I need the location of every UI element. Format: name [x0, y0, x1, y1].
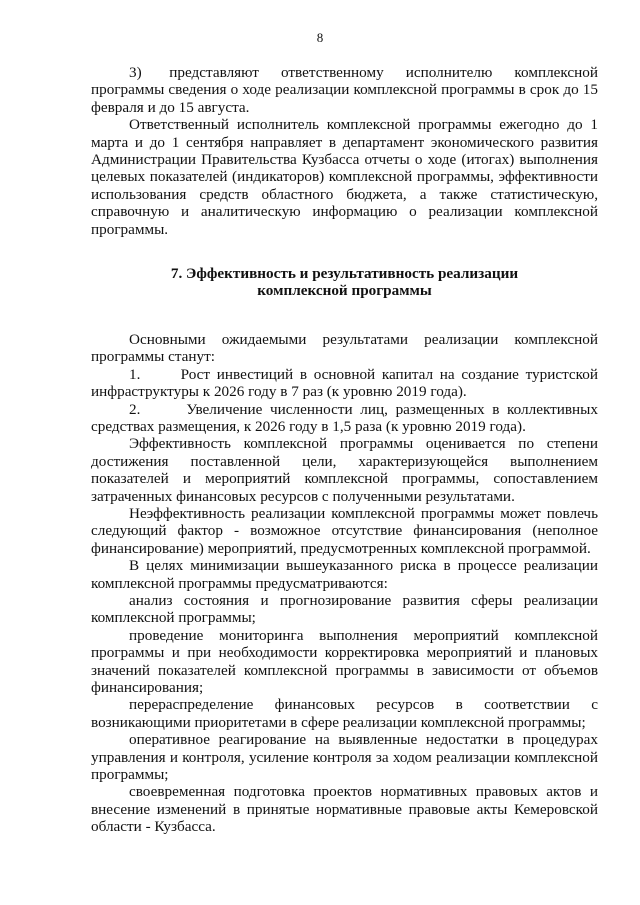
section-title-line-1: 7. Эффективность и результативность реализации	[170, 265, 519, 283]
paragraph-inefficiency-risk: Неэффективность реализации комплексной программы может повлечь следующий фактор - возможное отсутствие финансирования (неполное финансирование) мероприятий, предусмотренных комплексной программой.	[91, 504, 598, 557]
paragraph-reporting-deadline: 3) представляют ответственному исполнителю комплексной программы сведения о ходе реализации комплексной программы в срок до 15 февраля и до 15 августа.	[91, 64, 598, 116]
paragraph-expected-results: Основными ожидаемыми результатами реализации комплексной программы станут:	[91, 330, 598, 366]
measure-analysis: анализ состояния и прогнозирование развития сферы реализации комплексной программы;	[91, 591, 598, 627]
list-item-accommodation-growth: 2. Увеличение численности лиц, размещенных в коллективных средствах размещения, к 2026 году в 1,5 раза (к уровню 2019 года).	[91, 400, 598, 435]
section-title	[91, 265, 598, 300]
measure-redistribution: перераспределение финансовых ресурсов в соответствии с возникающими приоритетами в сфере реализации комплексной программы;	[91, 696, 598, 731]
paragraph-efficiency-assessment: Эффективность комплексной программы оценивается по степени достижения поставленной цели, характеризующейся выполнением показателей и мероприятий комплексной программы, сопоставлением затраченных финансовых ресурсов с полученными результатами.	[91, 435, 598, 505]
measure-monitoring: проведение мониторинга выполнения мероприятий комплексной программы и при необходимости корректировка мероприятий и плановых значений показателей комплексной программы в зависимости от объемов финансирования;	[91, 626, 598, 696]
section-title-line-2: комплексной программы	[257, 282, 432, 300]
page-number: 8	[316, 30, 324, 45]
paragraph-risk-minimization: В целях минимизации вышеуказанного риска в процессе реализации комплексной программы предусматриваются:	[91, 557, 598, 592]
measure-regulatory-acts: своевременная подготовка проектов нормативных правовых актов и внесение изменений в принятые нормативные правовые акты Кемеровской области - Кузбасса.	[91, 783, 598, 836]
measure-operational-response: оперативное реагирование на выявленные недостатки в процедурах управления и контроля, усиление контроля за ходом реализации комплексной программы;	[91, 731, 598, 784]
paragraph-annual-reports: Ответственный исполнитель комплексной программы ежегодно до 1 марта и до 1 сентября направляет в департамент экономического развития Администрации Правительства Кузбасса отчеты о ходе (итогах) выполнения целевых показателей (индикаторов) комплексной программы, эффективности использования средств областного бюджета, а также статистическую, справочную и аналитическую информацию о реализации комплексной программы.	[91, 116, 598, 238]
list-item-investment-growth: 1. Рост инвестиций в основной капитал на создание туристской инфраструктуры к 2026 году в 7 раз (к уровню 2019 года).	[91, 365, 598, 401]
document-body	[91, 64, 598, 836]
